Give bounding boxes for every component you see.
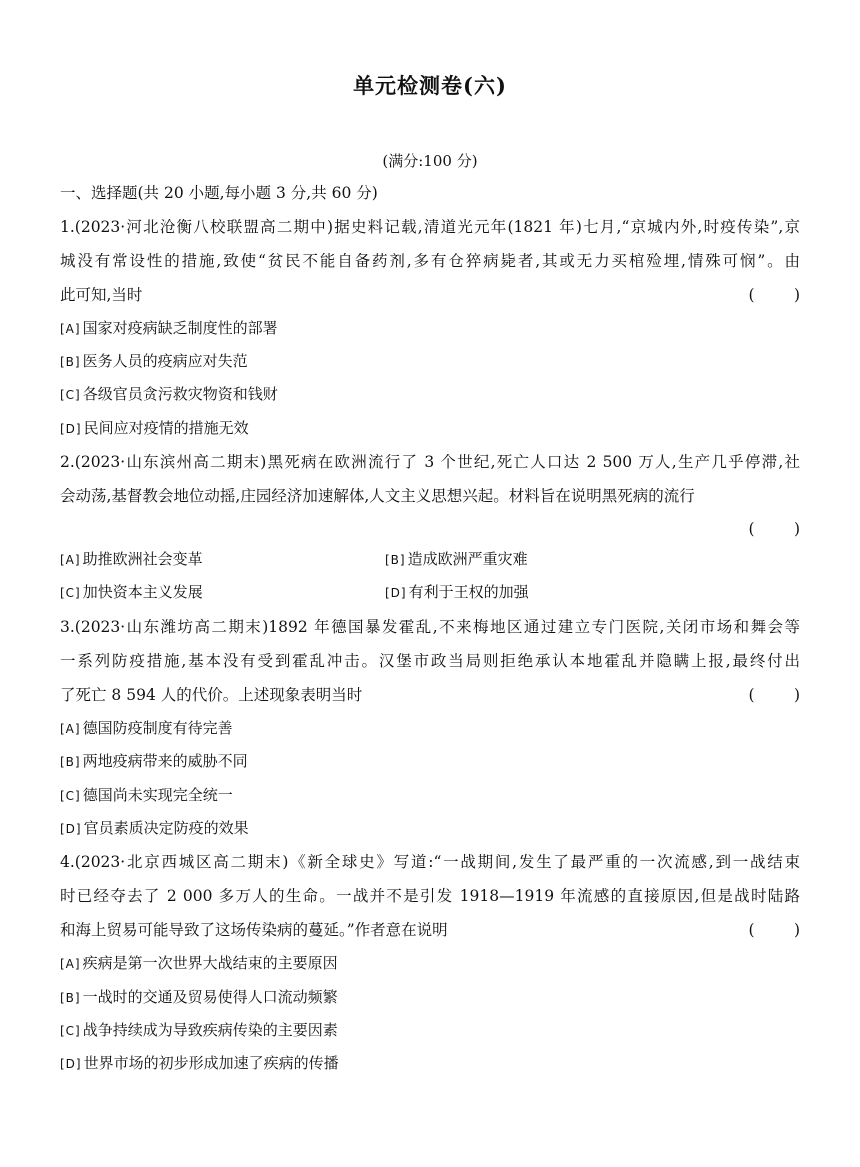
question-text-line: 一系列防疫措施,基本没有受到霍乱冲击。汉堡市政当局则拒绝承认本地霍乱并隐瞒上报,最终付出: [60, 652, 800, 670]
option-tag: [A]: [60, 553, 81, 567]
option-tag: [D]: [385, 586, 407, 600]
option-tag: [A]: [60, 322, 81, 336]
option-b: [60, 351, 248, 372]
option-text: 造成欧洲严重灾难: [407, 550, 528, 568]
option-text: 世界市场的初步形成加速了疾病的传播: [83, 1054, 339, 1072]
option-c: [60, 1020, 338, 1041]
option-d: [60, 1053, 339, 1074]
option-d: [60, 818, 249, 839]
option-tag: [A]: [60, 722, 81, 736]
option-c: [60, 582, 203, 603]
question-text-line: 会动荡,基督教会地位动摇,庄园经济加速解体,人文主义思想兴起。材料旨在说明黑死病的流行: [60, 487, 695, 505]
option-text: 医务人员的疫病应对失范: [82, 352, 248, 370]
option-b: [60, 987, 338, 1008]
question-text-line: 1.(2023·河北沧衡八校联盟高二期中)据史料记载,清道光元年(1821 年)七月,“京城内外,时疫传染”,京: [60, 218, 800, 236]
option-tag: [C]: [60, 586, 81, 600]
option-a: [60, 318, 278, 339]
option-a: [60, 718, 233, 739]
option-a: [60, 549, 203, 570]
option-text: 民间应对疫情的措施无效: [83, 419, 249, 437]
option-tag: [A]: [60, 957, 81, 971]
question-text-line: 城没有常设性的措施,致使“贫民不能自备药剂,多有仓猝病毙者,其或无力买棺殓埋,情殊可悯”。由: [60, 252, 800, 270]
option-text: 各级官员贪污救灾物资和钱财: [82, 385, 278, 403]
question-text-line: 了死亡 8 594 人的代价。上述现象表明当时: [60, 686, 363, 704]
option-text: 德国尚未实现完全统一: [82, 786, 233, 804]
question-text-line: 4.(2023·北京西城区高二期末)《新全球史》写道:“一战期间,发生了最严重的一次流感,到一战结束: [60, 853, 800, 871]
option-text: 两地疫病带来的威胁不同: [82, 752, 248, 770]
option-text: 有利于王权的加强: [408, 583, 529, 601]
option-text: 官员素质决定防疫的效果: [83, 819, 249, 837]
question-text-line: 此可知,当时: [60, 286, 143, 304]
option-tag: [B]: [60, 991, 81, 1005]
option-text: 一战时的交通及贸易使得人口流动频繁: [82, 988, 338, 1006]
question-text-line: 时已经夺去了 2 000 多万人的生命。一战并不是引发 1918—1919 年流感的直接原因,但是战时陆路: [60, 887, 800, 905]
score-note: (满分:100 分): [382, 152, 478, 170]
option-tag: [B]: [60, 755, 81, 769]
answer-bracket: ( ): [748, 520, 800, 538]
option-text: 战争持续成为导致疾病传染的主要因素: [82, 1021, 338, 1039]
question-text-line: 2.(2023·山东滨州高二期末)黑死病在欧洲流行了 3 个世纪,死亡人口达 2 500 万人,生产几乎停滞,社: [60, 453, 800, 471]
option-c: [60, 384, 278, 405]
answer-bracket: ( ): [748, 686, 800, 704]
option-a: [60, 953, 338, 974]
option-c: [60, 785, 233, 806]
option-b: [60, 751, 248, 772]
option-text: 加快资本主义发展: [82, 583, 203, 601]
option-tag: [C]: [60, 388, 81, 402]
option-text: 疾病是第一次世界大战结束的主要原因: [82, 954, 338, 972]
option-tag: [D]: [60, 422, 82, 436]
option-b: [385, 549, 528, 570]
option-tag: [B]: [385, 553, 406, 567]
option-text: 助推欧洲社会变革: [82, 550, 203, 568]
option-tag: [D]: [60, 1057, 82, 1071]
option-d: [385, 582, 529, 603]
question-text-line: 和海上贸易可能导致了这场传染病的蔓延。”作者意在说明: [60, 921, 448, 939]
option-tag: [D]: [60, 822, 82, 836]
option-d: [60, 418, 249, 439]
option-tag: [C]: [60, 1024, 81, 1038]
answer-bracket: ( ): [748, 921, 800, 939]
question-text-line: 3.(2023·山东潍坊高二期末)1892 年德国暴发霍乱,不来梅地区通过建立专门医院,关闭市场和舞会等: [60, 618, 800, 636]
option-text: 德国防疫制度有待完善: [82, 719, 233, 737]
section-heading: 一、选择题(共 20 小题,每小题 3 分,共 60 分): [60, 184, 378, 202]
option-tag: [C]: [60, 789, 81, 803]
page-title: 单元检测卷(六): [353, 73, 507, 98]
option-text: 国家对疫病缺乏制度性的部署: [82, 319, 278, 337]
option-tag: [B]: [60, 355, 81, 369]
answer-bracket: ( ): [748, 286, 800, 304]
